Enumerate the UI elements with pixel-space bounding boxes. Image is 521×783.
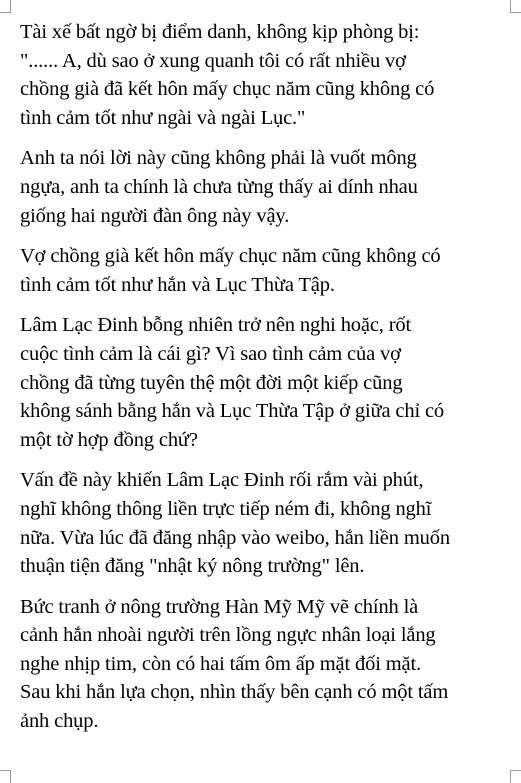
text-line: cảnh hắn nhoài người trên lồng ngực nhân loại lắng <box>20 624 436 647</box>
text-line: Sau khi hắn lựa chọn, nhìn thấy bên cạnh có một tấm <box>20 681 449 704</box>
text-line: chồng đã từng tuyên thệ một đời một kiếp cũng <box>20 371 403 394</box>
text-line: tình cảm tốt như hắn và Lục Thừa Tập. <box>20 273 335 296</box>
text-line: chồng già đã kết hôn mấy chục năm cũng không có <box>20 78 435 101</box>
text-line: nghe nhịp tim, còn có hai tấm ôm ấp mặt đối mặt. <box>20 652 422 675</box>
paragraph <box>20 242 496 299</box>
text-line: Bức tranh ở nông trường Hàn Mỹ Mỹ vẽ chính là <box>20 595 419 618</box>
text-line: không sánh bằng hắn và Lục Thừa Tập ở giữa chỉ có <box>20 400 445 423</box>
text-line: "...... A, dù sao ở xung quanh tôi có rất nhiều vợ <box>20 49 406 72</box>
paragraph <box>20 311 496 454</box>
text-line: cuộc tình cảm là cái gì? Vì sao tình cảm của vợ <box>20 342 401 365</box>
crop-mark-top-left <box>0 0 11 13</box>
text-line: nghĩ không thông liền trực tiếp ném đi, không nghĩ <box>20 497 432 520</box>
paragraph <box>20 18 496 132</box>
text-line: ảnh chụp. <box>20 710 99 733</box>
text-line: Vợ chồng già kết hôn mấy chục năm cũng không có <box>20 245 441 268</box>
text-line: nữa. Vừa lúc đã đăng nhập vào weibo, hắn liền muốn <box>20 526 450 549</box>
paragraph <box>20 466 496 580</box>
paragraph <box>20 144 496 230</box>
document-body <box>20 18 496 748</box>
text-line: Anh ta nói lời này cũng không phải là vuốt mông <box>20 147 417 170</box>
text-line: Lâm Lạc Đinh bỗng nhiên trở nên nghi hoặc, rốt <box>20 314 412 337</box>
text-line: giống hai người đàn ông này vậy. <box>20 204 290 227</box>
text-line: một tờ hợp đồng chứ? <box>20 428 198 451</box>
text-line: tình cảm tốt như ngài và ngài Lục." <box>20 106 306 129</box>
crop-mark-bottom-left <box>0 770 11 783</box>
text-line: ngựa, anh ta chính là chưa từng thấy ai dính nhau <box>20 175 418 198</box>
text-line: Tài xế bất ngờ bị điểm danh, không kịp phòng bị: <box>20 21 420 43</box>
text-line: Vấn đề này khiến Lâm Lạc Đinh rối rắm vài phút, <box>20 469 424 492</box>
crop-mark-bottom-right <box>510 770 521 783</box>
paragraph <box>20 593 496 736</box>
text-line: thuận tiện đăng "nhật ký nông trường" lên. <box>20 555 365 578</box>
crop-mark-top-right <box>510 0 521 13</box>
